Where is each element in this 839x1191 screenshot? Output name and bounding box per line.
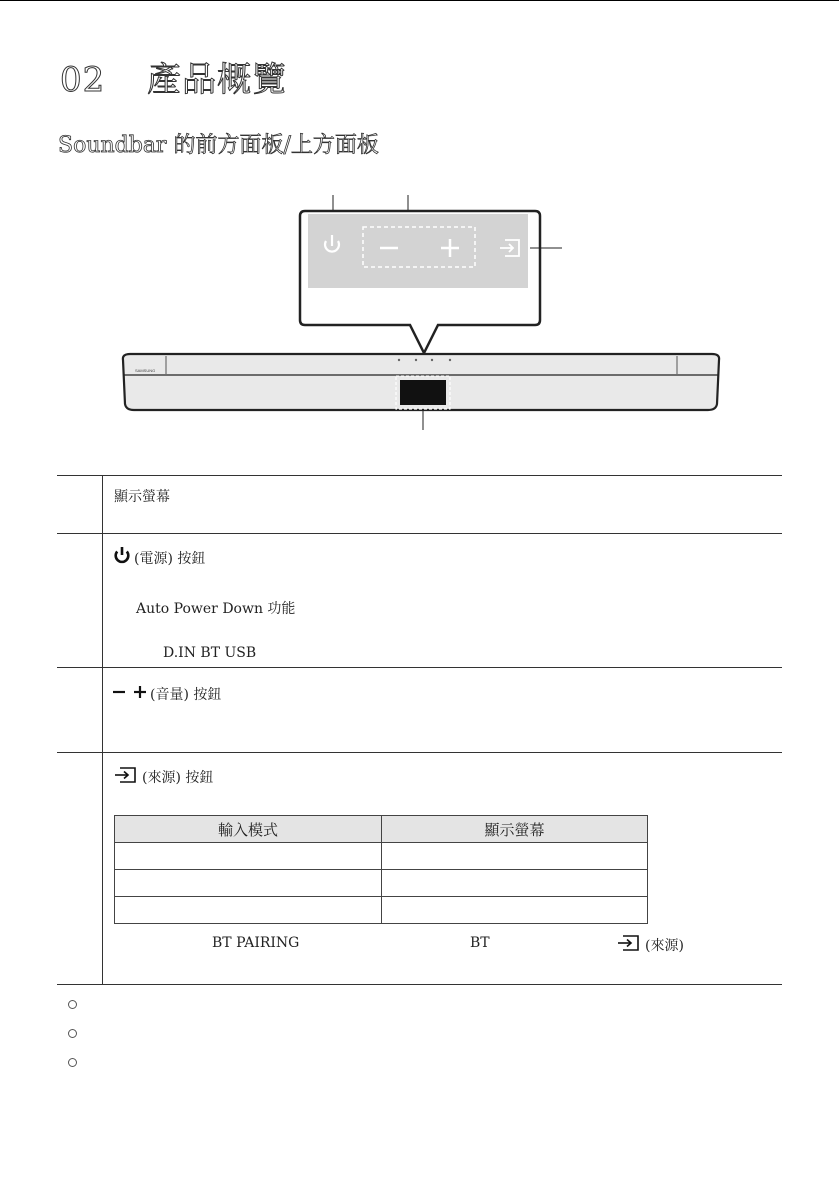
volume-row-title: (音量) 按鈕 [150, 687, 222, 703]
source-icon [617, 934, 641, 952]
table-cell [382, 843, 648, 870]
display-row-title: 顯示螢幕 [114, 489, 170, 505]
bt-label: BT [470, 935, 490, 951]
input-mode-header: 輸入模式 [115, 816, 382, 843]
table-cell [382, 870, 648, 897]
table-cell [115, 897, 382, 924]
chapter-title: 產品概覽 [147, 60, 288, 100]
top-panel [308, 214, 528, 288]
input-mode-table [114, 815, 648, 924]
table-cell [382, 897, 648, 924]
source-row-title: (來源) 按鈕 [142, 770, 214, 786]
display-screen [400, 380, 446, 405]
power-modes-label: D.IN BT USB [163, 645, 257, 661]
soundbar-diagram [0, 190, 839, 440]
volume-icons [112, 685, 152, 699]
brand-logo: SAMSUNG [135, 368, 156, 373]
table-cell [115, 843, 382, 870]
source-label: (來源) [645, 938, 684, 954]
table-cell [115, 870, 382, 897]
section-title: Soundbar 的前方面板/上方面板 [58, 133, 379, 158]
bullet-marker [68, 1000, 77, 1009]
display-header: 顯示螢幕 [382, 816, 648, 843]
auto-power-down-label: Auto Power Down 功能 [136, 601, 296, 617]
source-icon [114, 766, 138, 784]
power-row-title: (電源) 按鈕 [134, 551, 206, 567]
power-icon [113, 546, 131, 564]
chapter-heading [60, 52, 287, 101]
chapter-number: 02 [60, 60, 106, 100]
bullet-marker [68, 1058, 77, 1067]
bt-pairing-label: BT PAIRING [212, 935, 300, 951]
top-rule [0, 0, 839, 1]
bullet-marker [68, 1029, 77, 1038]
